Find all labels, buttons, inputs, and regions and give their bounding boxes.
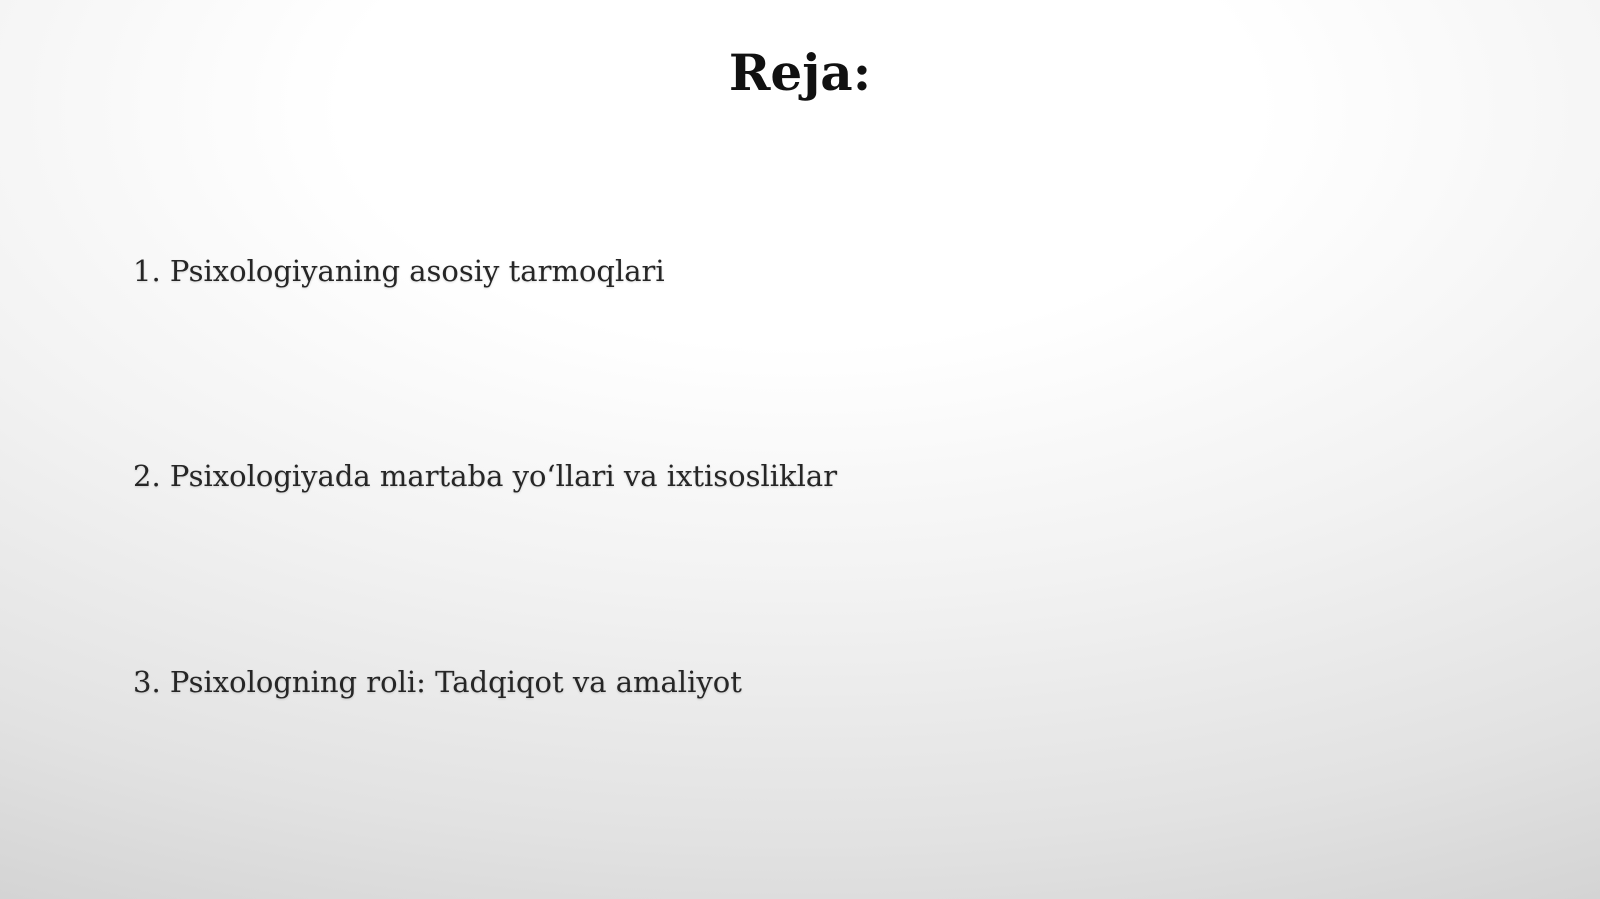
plan-item-1: 1. Psixologiyaning asosiy tarmoqlari [133,254,665,288]
plan-item-2: 2. Psixologiyada martaba yo‘llari va ixtisosliklar [133,459,838,493]
slide-title: Reja: [728,43,872,102]
plan-item-3: 3. Psixologning roli: Tadqiqot va amaliyot [133,665,742,699]
